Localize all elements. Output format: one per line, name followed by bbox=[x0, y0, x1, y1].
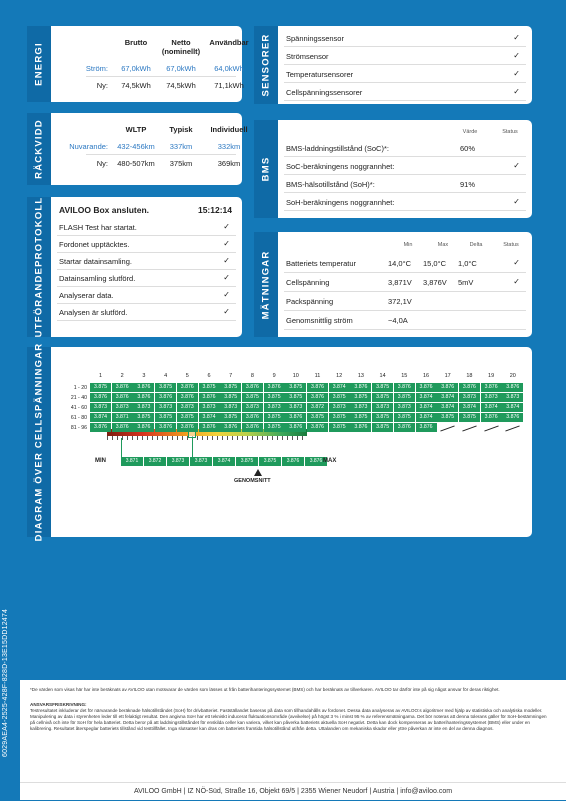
rackvidd-row-label: Ny: bbox=[96, 159, 108, 168]
energi-row-label: Ny: bbox=[96, 81, 108, 90]
cell-voltage: 3.875 bbox=[372, 383, 393, 392]
cell-column-number: 5 bbox=[185, 373, 189, 379]
bms-row bbox=[284, 194, 526, 211]
bms-row-label: SoH-beräkningens noggrannhet: bbox=[286, 198, 395, 207]
sensor-item bbox=[284, 48, 526, 65]
cell-voltage: 3.876 bbox=[350, 383, 371, 392]
cell-voltage: 3.873 bbox=[502, 393, 523, 402]
energy-tab: ENERGI bbox=[27, 26, 51, 102]
range-tab: RÄCKVIDD bbox=[27, 113, 51, 185]
energi-header-0: Brutto bbox=[124, 38, 148, 47]
cell-voltage: 3.875 bbox=[220, 383, 241, 392]
energi-cell: 74,5kWh bbox=[121, 81, 151, 90]
max-label: MAX bbox=[323, 458, 337, 464]
cell-column-number: 11 bbox=[314, 373, 321, 379]
cell-voltage: 3.874 bbox=[437, 403, 458, 412]
cell-voltage: 3.876 bbox=[285, 423, 306, 432]
cell-voltage: 3.875 bbox=[372, 423, 393, 432]
cell-column-number: 14 bbox=[379, 373, 386, 379]
sensor-item bbox=[284, 66, 526, 83]
cell-column-number: 12 bbox=[336, 373, 343, 379]
minmax-cell: 3.875 bbox=[236, 457, 258, 466]
meas-status-header: Status bbox=[503, 242, 519, 248]
footer-disclaimer: Testresultatet inkluderar det för närvarande beräknade hälsotillståndet (SoH) för drivbatteriet. Fastställandet baseras på data som tillhandahålls av fordonet. Dessa data analyseras av AVILOO:s algoritmer med hjälp av statistiska och analytiska modeller. Manipulering av data i styrenheten leder till ett felaktigt resultat. Den angivna SoH har ett tekniskt inducerat fluktuationsområde (avvikelse) på högst 3 % i minst 95 % av referensmätningarna. Det bör noteras att denna tolerans gäller för SoH-bestämningen på cellnivå och inte för SoH för hela batteriet. Detta beror på att laddningstillståndet för enskilda celler kan variera, vilket kan påverka batteriets aktuella SoH negativt. Detta kan dock kompenseras av batterihanteringssystemet (BMS) eller under en kalibrering. Resultatet återspeglar batteriets tillstånd vid testtillfället. Inga slutsatser kan dras om batteriets framtida hälsotillstånd utifrån detta. Uttalanden om mekaniska skador eller yttre påverkan är inte en del av denna diagnos. bbox=[30, 708, 547, 731]
check-icon: ✓ bbox=[513, 33, 520, 42]
cell-voltage: 3.874 bbox=[199, 413, 220, 422]
cell-voltage: 3.875 bbox=[329, 413, 350, 422]
min-label: MIN bbox=[95, 458, 106, 464]
cell-voltage: 3.875 bbox=[264, 393, 285, 402]
measurement-label: Genomsnittlig ström bbox=[286, 316, 353, 325]
check-icon: ✓ bbox=[513, 161, 520, 170]
cell-voltage: 3.875 bbox=[199, 383, 220, 392]
cell-voltage: 3.876 bbox=[112, 393, 133, 402]
measurement-delta: 5mV bbox=[458, 278, 474, 287]
rackvidd-cell: 375km bbox=[169, 159, 193, 168]
cell-voltage: 3.875 bbox=[307, 413, 328, 422]
cell-column-number: 8 bbox=[250, 373, 254, 379]
protocol-tab: UTFÖRANDEPROTOKOLL bbox=[27, 197, 51, 337]
bms-row bbox=[284, 158, 526, 175]
check-icon: ✓ bbox=[223, 222, 230, 231]
cell-voltage: 3.875 bbox=[285, 383, 306, 392]
rackvidd-row-label: Nuvarande: bbox=[69, 142, 108, 151]
meas-max-header: Max bbox=[437, 242, 449, 248]
cell-voltage: 3.873 bbox=[329, 403, 350, 412]
cell-voltage: 3.876 bbox=[264, 383, 285, 392]
measurement-row bbox=[284, 311, 526, 330]
cell-voltage: 3.876 bbox=[307, 423, 328, 432]
cell-voltage: 3.876 bbox=[481, 383, 502, 392]
cell-voltage: 3.875 bbox=[155, 383, 176, 392]
measurements-card bbox=[254, 232, 532, 337]
average-triangle-icon bbox=[254, 469, 262, 476]
empty-cell-slash bbox=[506, 425, 520, 431]
cell-voltage: 3.873 bbox=[242, 403, 263, 412]
cell-column-number: 19 bbox=[488, 373, 495, 379]
bms-row bbox=[284, 176, 526, 193]
cell-voltage: 3.876 bbox=[90, 423, 111, 432]
measurement-row bbox=[284, 292, 526, 311]
minmax-cell: 3.873 bbox=[190, 457, 212, 466]
cell-voltage: 3.876 bbox=[90, 393, 111, 402]
sensor-item-label: Cellspänningssensorer bbox=[286, 88, 363, 97]
cell-voltage: 3.876 bbox=[437, 383, 458, 392]
cell-voltage: 3.875 bbox=[90, 383, 111, 392]
footer-company-bar: AVILOO GmbH | IZ NÖ-Süd, Straße 16, Objekt 69/5 | 2355 Wiener Neudorf | Austria | info@aviloo.com bbox=[20, 782, 566, 800]
protocol-step bbox=[57, 219, 236, 236]
cell-voltage: 3.876 bbox=[307, 383, 328, 392]
cell-voltage: 3.876 bbox=[350, 423, 371, 432]
cell-voltage: 3.873 bbox=[350, 403, 371, 412]
cell-voltage: 3.875 bbox=[220, 393, 241, 402]
protocol-step-label: Analyserar data. bbox=[59, 291, 114, 300]
energi-cell: 74,5kWh bbox=[166, 81, 196, 90]
meas-min-header: Min bbox=[403, 242, 413, 248]
bms-row-label: SoC-beräkningens noggrannhet: bbox=[286, 162, 395, 171]
protocol-step bbox=[57, 287, 236, 304]
cell-voltage: 3.876 bbox=[416, 383, 437, 392]
measurement-label: Batteriets temperatur bbox=[286, 259, 357, 268]
rackvidd-cell: 432-456km bbox=[117, 142, 155, 151]
bms-tab: BMS bbox=[254, 120, 278, 218]
measurement-min: 14,0°C bbox=[388, 259, 412, 268]
cell-voltage: 3.875 bbox=[155, 413, 176, 422]
protocol-step bbox=[57, 253, 236, 270]
energi-header-2: Användbar bbox=[209, 38, 249, 47]
cell-voltage: 3.876 bbox=[502, 413, 523, 422]
cell-voltage: 3.873 bbox=[199, 403, 220, 412]
cell-row-label: 21 - 40 bbox=[70, 394, 87, 401]
cell-column-number: 6 bbox=[207, 373, 211, 379]
minmax-cell: 3.871 bbox=[121, 457, 143, 466]
bms-row bbox=[284, 140, 526, 157]
sensor-item-label: Strömsensor bbox=[286, 52, 329, 61]
footer bbox=[20, 680, 566, 800]
cell-voltage: 3.876 bbox=[199, 423, 220, 432]
cell-voltage: 3.875 bbox=[350, 393, 371, 402]
measurement-min: −4,0A bbox=[388, 316, 408, 325]
cell-voltage: 3.876 bbox=[481, 413, 502, 422]
cell-column-number: 15 bbox=[401, 373, 408, 379]
cell-voltage: 3.873 bbox=[372, 403, 393, 412]
measurement-min: 372,1V bbox=[388, 297, 412, 306]
cell-voltage: 3.875 bbox=[372, 393, 393, 402]
cell-voltage: 3.873 bbox=[155, 403, 176, 412]
minmax-cell: 3.872 bbox=[144, 457, 166, 466]
check-icon: ✓ bbox=[223, 307, 230, 316]
energi-row-label: Ström: bbox=[85, 64, 108, 73]
bms-status-header: Status bbox=[502, 129, 518, 135]
rackvidd-divider bbox=[86, 154, 236, 155]
cell-voltage: 3.875 bbox=[220, 413, 241, 422]
energi-cell: 64,0kWh bbox=[214, 64, 244, 73]
empty-cell-slash bbox=[462, 425, 476, 431]
minmax-bar bbox=[121, 457, 327, 466]
cell-voltage: 3.875 bbox=[264, 413, 285, 422]
sensor-item-label: Spänningssensor bbox=[286, 34, 344, 43]
energi-cell: 71,1kWh bbox=[214, 81, 244, 90]
protocol-step bbox=[57, 304, 236, 321]
cell-voltage: 3.872 bbox=[307, 403, 328, 412]
cell-voltage: 3.876 bbox=[394, 423, 415, 432]
cell-voltage: 3.875 bbox=[394, 413, 415, 422]
footer-disclaimer-title: ANSVARSFRISKRIVNING: bbox=[30, 702, 87, 707]
cell-voltage: 3.875 bbox=[242, 393, 263, 402]
minmax-cell: 3.875 bbox=[259, 457, 281, 466]
protocol-time: 15:12:14 bbox=[197, 205, 232, 215]
check-icon: ✓ bbox=[513, 258, 520, 267]
protocol-step-label: Analysen är slutförd. bbox=[59, 308, 128, 317]
check-icon: ✓ bbox=[513, 69, 520, 78]
cell-column-number: 17 bbox=[444, 373, 451, 379]
measurement-label: Packspänning bbox=[286, 297, 334, 306]
cell-voltage: 3.875 bbox=[459, 413, 480, 422]
protocol-title: AVILOO Box ansluten. bbox=[59, 205, 150, 215]
cell-voltage: 3.873 bbox=[459, 393, 480, 402]
sensors-tab: SENSORER bbox=[254, 26, 278, 104]
cell-voltage: 3.875 bbox=[133, 413, 154, 422]
measurement-max: 15,0°C bbox=[423, 259, 447, 268]
measurement-row bbox=[284, 273, 526, 292]
protocol-step-label: Datainsamling slutförd. bbox=[59, 274, 136, 283]
rackvidd-header-2: Individuell bbox=[210, 125, 248, 134]
cell-voltage: 3.873 bbox=[112, 403, 133, 412]
sensors-card bbox=[254, 26, 532, 104]
cell-voltage: 3.874 bbox=[416, 413, 437, 422]
cell-voltage: 3.871 bbox=[112, 413, 133, 422]
protocol-step bbox=[57, 270, 236, 287]
cell-voltage: 3.876 bbox=[177, 393, 198, 402]
cell-voltage: 3.875 bbox=[177, 413, 198, 422]
cell-voltage: 3.876 bbox=[220, 423, 241, 432]
cell-voltage: 3.873 bbox=[481, 393, 502, 402]
cell-voltage: 3.876 bbox=[133, 423, 154, 432]
cell-voltage: 3.876 bbox=[177, 383, 198, 392]
cell-voltage: 3.876 bbox=[242, 413, 263, 422]
cell-voltage: 3.875 bbox=[329, 423, 350, 432]
cell-voltage: 3.874 bbox=[416, 393, 437, 402]
cell-row-label: 1 - 20 bbox=[73, 384, 87, 391]
protocol-step-label: Startar datainsamling. bbox=[59, 257, 132, 266]
cell-voltage: 3.876 bbox=[307, 393, 328, 402]
empty-cell-slash bbox=[440, 425, 454, 431]
cell-voltage: 3.876 bbox=[112, 383, 133, 392]
minmax-cell: 3.874 bbox=[213, 457, 235, 466]
cell-voltage: 3.873 bbox=[133, 403, 154, 412]
cell-row-label: 61 - 80 bbox=[70, 414, 87, 421]
cell-column-number: 7 bbox=[229, 373, 233, 379]
cell-voltage: 3.874 bbox=[90, 413, 111, 422]
sensor-item bbox=[284, 84, 526, 101]
document-id: 6029AEA4-2525-428F-828D-13E15DD12474 bbox=[2, 608, 9, 757]
cell-voltage: 3.876 bbox=[112, 423, 133, 432]
cell-voltage: 3.874 bbox=[437, 393, 458, 402]
bms-card bbox=[254, 120, 532, 218]
cell-column-number: 2 bbox=[120, 373, 124, 379]
cell-column-number: 1 bbox=[98, 373, 103, 379]
rackvidd-header-1: Typisk bbox=[169, 125, 193, 134]
cell-voltage: 3.876 bbox=[502, 383, 523, 392]
cell-voltage: 3.874 bbox=[416, 403, 437, 412]
cell-column-number: 4 bbox=[164, 373, 168, 379]
gradient-link-left bbox=[121, 438, 193, 457]
range-card bbox=[27, 113, 248, 185]
rackvidd-cell: 369km bbox=[217, 159, 241, 168]
minmax-cell: 3.876 bbox=[305, 457, 327, 466]
check-icon: ✓ bbox=[513, 87, 520, 96]
cell-voltage: 3.875 bbox=[264, 423, 285, 432]
cell-voltage: 3.876 bbox=[155, 423, 176, 432]
cell-voltage: 3.875 bbox=[394, 393, 415, 402]
cell-voltage: 3.873 bbox=[285, 403, 306, 412]
cell-voltage: 3.873 bbox=[394, 403, 415, 412]
check-icon: ✓ bbox=[513, 277, 520, 286]
cell-voltage: 3.876 bbox=[242, 423, 263, 432]
measurement-delta: 1,0°C bbox=[458, 259, 477, 268]
protocol-step-label: Fordonet upptäcktes. bbox=[59, 240, 130, 249]
check-icon: ✓ bbox=[513, 51, 520, 60]
energi-cell: 67,0kWh bbox=[121, 64, 151, 73]
cell-voltage: 3.874 bbox=[502, 403, 523, 412]
check-icon: ✓ bbox=[223, 290, 230, 299]
rackvidd-cell: 332km bbox=[217, 142, 241, 151]
cell-column-number: 13 bbox=[357, 373, 364, 379]
check-icon: ✓ bbox=[223, 239, 230, 248]
rackvidd-cell: 337km bbox=[169, 142, 193, 151]
meas-delta-header: Delta bbox=[469, 242, 483, 248]
cell-column-number: 9 bbox=[272, 373, 276, 379]
rackvidd-cell: 480-507km bbox=[117, 159, 155, 168]
cell-voltage: 3.876 bbox=[394, 383, 415, 392]
bms-row-label: BMS-laddningstillstånd (SoC)*: bbox=[286, 144, 389, 153]
cell-voltage: 3.874 bbox=[329, 383, 350, 392]
measurement-max: 3,876V bbox=[423, 278, 447, 287]
sensor-item bbox=[284, 30, 526, 47]
cell-column-number: 18 bbox=[466, 373, 473, 379]
measurements-tab: MÄTNINGAR bbox=[254, 232, 278, 337]
measurement-min: 3,871V bbox=[388, 278, 412, 287]
check-icon: ✓ bbox=[513, 197, 520, 206]
protocol-step-label: FLASH Test har startat. bbox=[59, 223, 137, 232]
cell-diagram-card bbox=[27, 342, 532, 542]
cell-voltage: 3.875 bbox=[437, 413, 458, 422]
cell-voltage: 3.876 bbox=[285, 413, 306, 422]
check-icon: ✓ bbox=[223, 273, 230, 282]
sensor-item-label: Temperatursensorer bbox=[286, 70, 354, 79]
cell-voltage: 3.876 bbox=[133, 393, 154, 402]
cell-voltage: 3.876 bbox=[133, 383, 154, 392]
cell-voltage: 3.874 bbox=[481, 403, 502, 412]
cell-voltage: 3.873 bbox=[177, 403, 198, 412]
empty-cell-slash bbox=[484, 425, 498, 431]
footer-note: *De värden som visas här har inte beräknats av AVILOO utan motsvarar de värden som lässes ut från batterihanteringssystemet (BMS) och har beräknats av tillverkaren. AVILOO tar därför inte på sig något ansvar för deras riktighet. bbox=[30, 687, 500, 692]
minmax-cell: 3.876 bbox=[282, 457, 304, 466]
bms-row-label: BMS-hälsotillstånd (SoH)*: bbox=[286, 180, 375, 189]
cell-column-number: 3 bbox=[142, 373, 146, 379]
cell-voltage: 3.875 bbox=[350, 413, 371, 422]
cell-diagram-tab: DIAGRAM ÖVER CELLSPÄNNINGAR bbox=[27, 347, 51, 537]
cell-row-label: 81 - 96 bbox=[70, 424, 87, 431]
check-icon: ✓ bbox=[223, 256, 230, 265]
measurement-row bbox=[284, 254, 526, 273]
cell-voltage: 3.874 bbox=[459, 403, 480, 412]
cell-voltage: 3.876 bbox=[416, 423, 437, 432]
cell-column-number: 10 bbox=[292, 373, 299, 379]
cell-voltage: 3.873 bbox=[264, 403, 285, 412]
cell-voltage: 3.876 bbox=[459, 383, 480, 392]
cell-voltage: 3.875 bbox=[329, 393, 350, 402]
rackvidd-header-0: WLTP bbox=[125, 125, 147, 134]
energi-header-1: Netto (nominellt) bbox=[161, 38, 201, 56]
cell-voltage: 3.876 bbox=[155, 393, 176, 402]
minmax-cell: 3.873 bbox=[167, 457, 189, 466]
cell-voltage: 3.873 bbox=[220, 403, 241, 412]
cell-column-number: 16 bbox=[422, 373, 430, 379]
energy-card bbox=[27, 26, 249, 102]
measurement-label: Cellspänning bbox=[286, 278, 330, 287]
cell-voltage: 3.875 bbox=[285, 393, 306, 402]
average-label: GENOMSNITT bbox=[234, 478, 271, 484]
cell-row-label: 41 - 60 bbox=[70, 404, 87, 411]
bms-row-value: 60% bbox=[460, 144, 476, 153]
cell-voltage: 3.876 bbox=[242, 383, 263, 392]
cell-column-number: 20 bbox=[509, 373, 516, 379]
cell-voltage: 3.876 bbox=[177, 423, 198, 432]
cell-voltage: 3.873 bbox=[90, 403, 111, 412]
bms-row-value: 91% bbox=[460, 180, 476, 189]
protocol-step bbox=[57, 236, 236, 253]
cell-voltage: 3.875 bbox=[372, 413, 393, 422]
protocol-card bbox=[27, 197, 242, 337]
energi-divider bbox=[86, 76, 236, 77]
energi-cell: 67,0kWh bbox=[166, 64, 196, 73]
bms-value-header: Värde bbox=[462, 129, 478, 135]
cell-voltage: 3.876 bbox=[199, 393, 220, 402]
